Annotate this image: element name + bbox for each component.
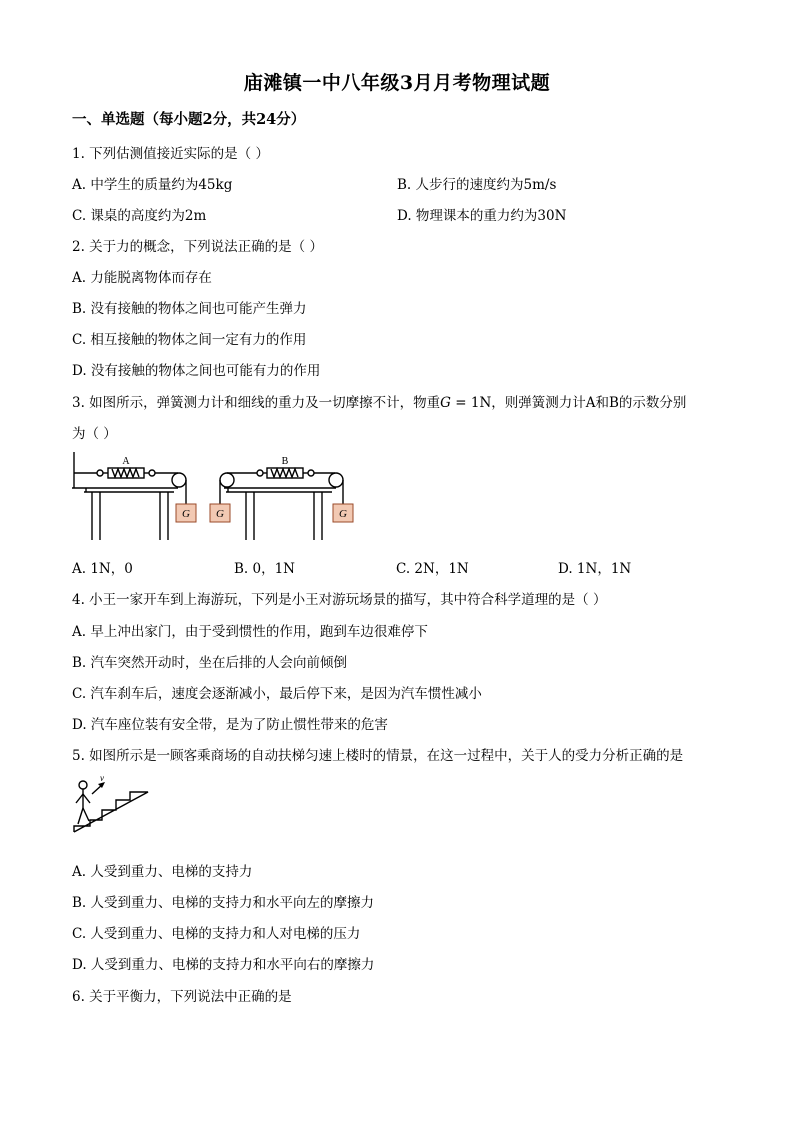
- q1-option-a: A. 中学生的质量约为45kg: [72, 177, 233, 193]
- q2-option-d: D. 没有接触的物体之间也可能有力的作用: [72, 363, 321, 379]
- q4-stem: 4. 小王一家开车到上海游玩，下列是小王对游玩场景的描写，其中符合科学道理的是（ ）: [72, 592, 607, 608]
- q3-option-a: A. 1N，0: [72, 561, 133, 577]
- q3-stem-part2: = 1N，则弹簧测力计A和B的示数分别: [450, 395, 687, 411]
- q6-stem: 6. 关于平衡力，下列说法中正确的是: [72, 989, 292, 1005]
- weight-block-right: [333, 504, 353, 522]
- weight-block-middle: [210, 504, 230, 522]
- section-heading: 一、单选题（每小题2分，共24分）: [72, 111, 306, 128]
- q2-option-c: C. 相互接触的物体之间一定有力的作用: [72, 332, 307, 348]
- q5-option-c: C. 人受到重力、电梯的支持力和人对电梯的压力: [72, 926, 361, 942]
- q3-stem: [72, 391, 686, 411]
- q5-option-d: D. 人受到重力、电梯的支持力和水平向右的摩擦力: [72, 957, 375, 973]
- weight-block-left: [176, 504, 196, 522]
- q1-option-b: B. 人步行的速度约为5m/s: [397, 177, 557, 193]
- weight-label-middle: G: [216, 508, 224, 520]
- q2-stem: 2. 关于力的概念，下列说法正确的是（ ）: [72, 239, 323, 255]
- q1-stem: 1. 下列估测值接近实际的是（ ）: [72, 146, 269, 162]
- weight-label-left: G: [182, 508, 190, 520]
- q3-option-b: B. 0，1N: [234, 561, 295, 577]
- q2-option-b: B. 没有接触的物体之间也可能产生弹力: [72, 301, 307, 317]
- q5-escalator-figure: [70, 772, 154, 836]
- q4-option-d: D. 汽车座位装有安全带，是为了防止惯性带来的危害: [72, 717, 388, 733]
- q3-option-c: C. 2N，1N: [396, 561, 469, 577]
- q1-option-c: C. 课桌的高度约为2m: [72, 208, 207, 224]
- q1-option-d: D. 物理课本的重力约为30N: [397, 208, 567, 224]
- weight-label-right: G: [339, 508, 347, 520]
- q5-option-a: A. 人受到重力、电梯的支持力: [72, 864, 253, 880]
- velocity-label: v: [100, 773, 104, 783]
- q3-option-d: D. 1N，1N: [558, 561, 632, 577]
- q4-option-c: C. 汽车刹车后，速度会逐渐减小，最后停下来，是因为汽车惯性减小: [72, 686, 482, 702]
- q3-stem-part1: 3. 如图所示，弹簧测力计和细线的重力及一切摩擦不计，物重: [72, 395, 441, 411]
- q3-spring-scale-figure: [70, 452, 360, 544]
- q4-option-a: A. 早上冲出家门，由于受到惯性的作用，跑到车边很难停下: [72, 624, 428, 640]
- spring-scale-label-a: A: [122, 456, 130, 467]
- exam-title: 庙滩镇一中八年级3月月考物理试题: [243, 72, 551, 94]
- q5-stem: 5. 如图所示是一顾客乘商场的自动扶梯匀速上楼时的情景，在这一过程中，关于人的受力分析正确的是: [72, 748, 684, 764]
- q3-stem-variable: G: [440, 395, 451, 411]
- q3-stem-line2: 为（ ）: [72, 426, 117, 442]
- spring-scale-label-b: B: [281, 456, 289, 467]
- q4-option-b: B. 汽车突然开动时，坐在后排的人会向前倾倒: [72, 655, 348, 671]
- q5-option-b: B. 人受到重力、电梯的支持力和水平向左的摩擦力: [72, 895, 375, 911]
- q2-option-a: A. 力能脱离物体而存在: [72, 270, 212, 286]
